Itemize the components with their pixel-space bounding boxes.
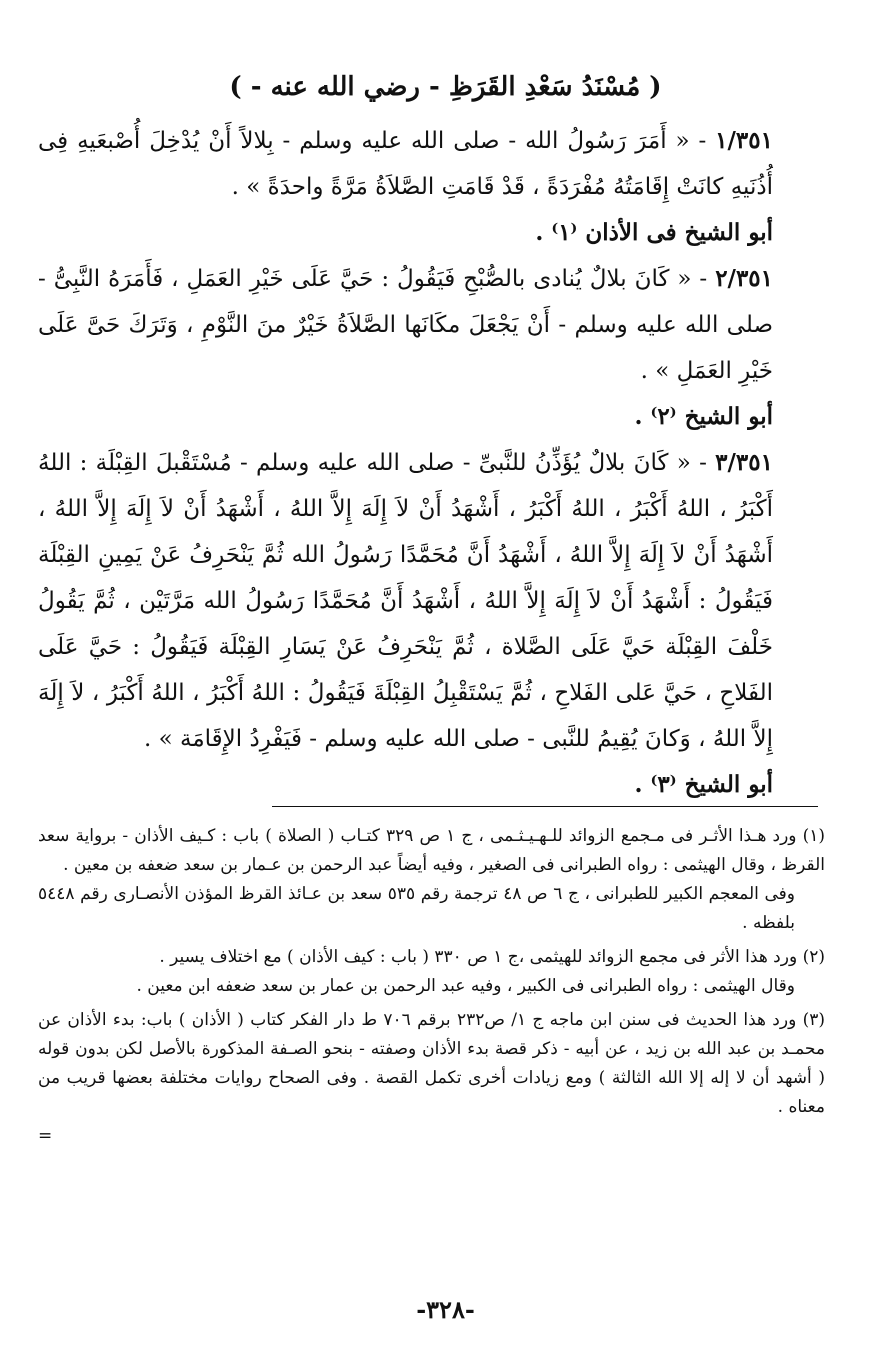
hadith-source: أبو الشيخ ⁽٣⁾ .: [634, 771, 773, 798]
footnote: [38, 822, 825, 938]
hadith-entry: [38, 256, 773, 394]
hadith-text: - « كَانَ بلالٌ يُؤَذِّنُ للنَّبىِّ - صلى الله عليه وسلم - مُسْتَقْبلَ القِبْلَة : اللهُ أَكْبَرُ ، اللهُ أَكْبَرُ ، اللهُ أَكْبَرُ ، أَشْهَدُ أَنْ لاَ إِلَهَ إِلاَّ اللهُ ، أَشْهَدُ أَنْ لاَ إِلَهَ إِلاَّ اللهُ ، أَشْهَدُ أَنْ لاَ إِلَهَ إِلاَّ اللهُ ، أَشْهَدُ أَنَّ مُحَمَّدًا رَسُولُ الله ثُمَّ يَنْحَرِفُ عَنْ يَمِينِ القِبْلَة فَيَقُولُ : أَشْهَدُ أَنْ لاَ إِلَهَ إِلاَّ اللهُ ، أَشْهَدُ أَنَّ مُحَمَّدًا رَسُولُ الله مَرَّتَيْن ، ثُمَّ يَقُولُ خَلْفَ القِبْلَة حَيَّ عَلَى الصَّلاة ، ثُمَّ يَنْحَرِفُ عَنْ يَسَارِ القِبْلَة فَيَقُولُ : حَيَّ عَلَى الفَلاحِ ، حَيَّ عَلى الفَلاحِ ، ثُمَّ يَسْتَقْبِلُ القِبْلَةَ فَيَقُولُ : اللهُ أَكْبَرُ ، اللهُ أَكْبَرُ ، لاَ إِلَهَ إِلاَّ اللهُ ، وَكانَ يُقِيمُ للنَّبى - صلى الله عليه وسلم - فَيَفْرِدُ الإِقَامَة » .: [38, 450, 773, 752]
hadith-source: أبو الشيخ فى الأذان ⁽١⁾ .: [535, 219, 773, 246]
hadith-source: أبو الشيخ ⁽٢⁾ .: [634, 403, 773, 430]
footnote-line: (١) ورد هـذا الأثـر فى مـجمع الزوائد للـهـيـثـمى ، ج ١ ص ٣٢٩ كتـاب ( الصلاة ) باب : كـيف الأذان - برواية سعد القرظ ، وقال الهيثمى : رواه الطبرانى فى الصغير ، وفيه أيضاً عبد الرحمن بن عـمار بن سعد ضعفه بن معين .: [38, 826, 825, 875]
hadith-text: - « كَانَ بلالٌ يُنادى بالصُّبْحِ فَيَقُولُ : حَيَّ عَلَى خَيْرِ العَمَلِ ، فَأَمَرَهُ النَّبِىُّ - صلى الله عليه وسلم - أَنْ يَجْعَلَ مكَانَها الصَّلاَةُ خَيْرٌ منَ النَّوْمِ ، وَتَرَكَ حَىَّ عَلَى خَيْرِ العَمَلِ » .: [38, 266, 773, 384]
hadith-text: - « أَمَرَ رَسُولُ الله - صلى الله عليه وسلم - بِلالاً أَنْ يُدْخِلَ أُصْبعَيهِ فِى أُذُنَيهِ كانَتْ إِقَامَتُهُ مُفْرَدَةً ، قَدْ قَامَتِ الصَّلاَةُ مَرَّةً واحدَةً » .: [38, 128, 773, 200]
main-text: [38, 118, 773, 808]
footnote-line: (٣) ورد هذا الحديث فى سنن ابن ماجه ج ١/ ص٢٣٢ برقم ٧٠٦ ط دار الفكر كتاب ( الأذان ) باب: بدء الأذان عن محمـد بن عبد الله بن زيد ، عن أبيه - ذكر قصة بدء الأذان وصفته - بنحو الصـفة المذكورة بالأصل لكن بدون قوله ( أشهد أن لا إله إلا الله الثالثة ) ومع زيادات أخرى تكمل القصة . وفى الصحاح روايات مختلفة بعضها قريب من معناه .: [38, 1010, 825, 1117]
continuation-mark: =: [38, 1126, 53, 1146]
hadith-entry: [38, 118, 773, 210]
footnote-line: (٢) ورد هذا الأثر فى مجمع الزوائد للهيثمى ،ج ١ ص ٣٣٠ ( باب : كيف الأذان ) مع اختلاف يسير .: [159, 947, 825, 967]
footnote: [38, 943, 825, 1001]
footnote: [38, 1006, 825, 1151]
footnote-divider: [272, 806, 818, 807]
hadith-number: ١/٣٥١: [715, 127, 773, 154]
hadith-number: ٢/٣٥١: [715, 265, 774, 292]
footnotes: [38, 822, 825, 1156]
hadith-number: ٣/٣٥١: [715, 449, 773, 476]
hadith-entry: [38, 440, 773, 762]
footnote-line: وفى المعجم الكبير للطبرانى ، ج ٦ ص ٤٨ ترجمة رقم ٥٣٥ سعد بن عـائذ القرظ المؤذن الأنصـارى رقم ٥٤٤٨ بلفظه .: [38, 884, 795, 933]
page-header-title: ( مُسْنَدُ سَعْدِ القَرَظِ - رضي الله عنه - ): [229, 72, 662, 102]
footnote-line: وقال الهيثمى : رواه الطبرانى فى الكبير ، وفيه عبد الرحمن بن عمار بن سعد ضعفه ابن معين .: [136, 976, 795, 996]
page-number: -٣٢٨-: [416, 1295, 475, 1324]
